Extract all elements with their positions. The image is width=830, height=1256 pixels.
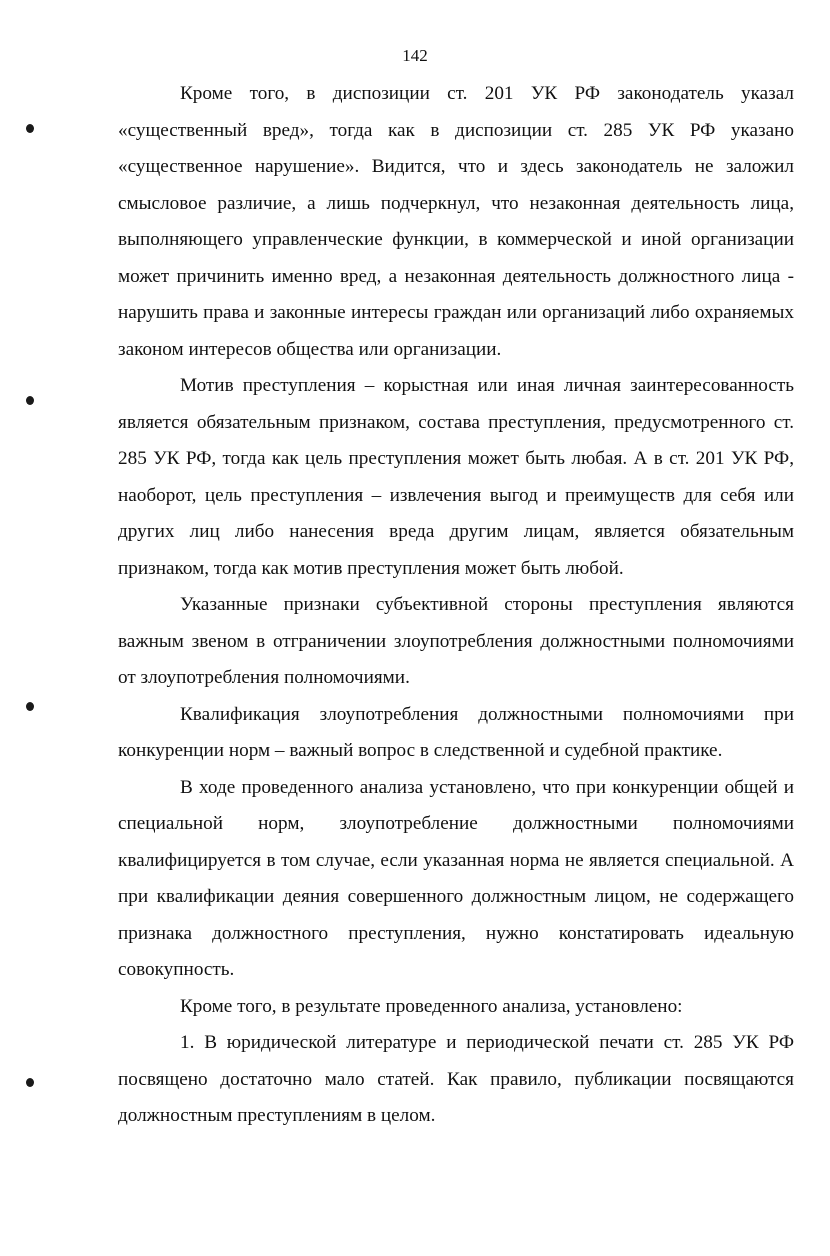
margin-bullet-3: [26, 702, 34, 711]
page-number: 142: [402, 46, 428, 65]
paragraph-3: Указанные признаки субъективной стороны преступления являются важным звеном в отграничении злоупотребления должностными полномочиями от злоупотребления полномочиями.: [118, 594, 794, 688]
paragraph-2: Мотив преступления – корыстная или иная личная заинтересованность является обязательным признаком, состава преступления, предусмотренного ст. 285 УК РФ, тогда как цель преступления может быть любая. А в ст. 201 УК РФ, наоборот, цель преступления – извлечения выгод и преимуществ для себя или других лиц либо нанесения вреда другим лицам, является обязательным признаком, тогда как мотив преступления может быть любой.: [118, 375, 794, 579]
paragraph-5: В ходе проведенного анализа установлено, что при конкуренции общей и специальной норм, злоупотребление должностными полномочиями квалифицируется в том случае, если указанная норма не является специальной. А при квалификации деяния совершенного должностным лицом, не содержащего признака должностного преступления, нужно констатировать идеальную совокупность.: [118, 776, 794, 980]
paragraph-1: Кроме того, в диспозиции ст. 201 УК РФ законодатель указал «существенный вред», тогда как в диспозиции ст. 285 УК РФ указано «существенное нарушение». Видится, что и здесь законодатель не заложил смысловое различие, а лишь подчеркнул, что незаконная деятельность лица, выполняющего управленческие функции, в коммерческой и иной организации может причинить именно вред, а незаконная деятельность должностного лица - нарушить права и законные интересы граждан или организаций либо охраняемых законом интересов общества или организации.: [118, 83, 794, 360]
paragraph-6: Кроме того, в результате проведенного анализа, установлено:: [180, 995, 683, 1017]
document-body: [118, 76, 794, 1135]
paragraph-4: Квалификация злоупотребления должностными полномочиями при конкуренции норм – важный вопрос в следственной и судебной практике.: [118, 703, 794, 761]
margin-bullet-4: [26, 1078, 34, 1087]
margin-bullet-1: [26, 124, 34, 133]
paragraph-7: 1. В юридической литературе и периодической печати ст. 285 УК РФ посвящено достаточно мало статей. Как правило, публикации посвящаются должностным преступлениям в целом.: [118, 1032, 794, 1126]
margin-bullet-2: [26, 396, 34, 405]
